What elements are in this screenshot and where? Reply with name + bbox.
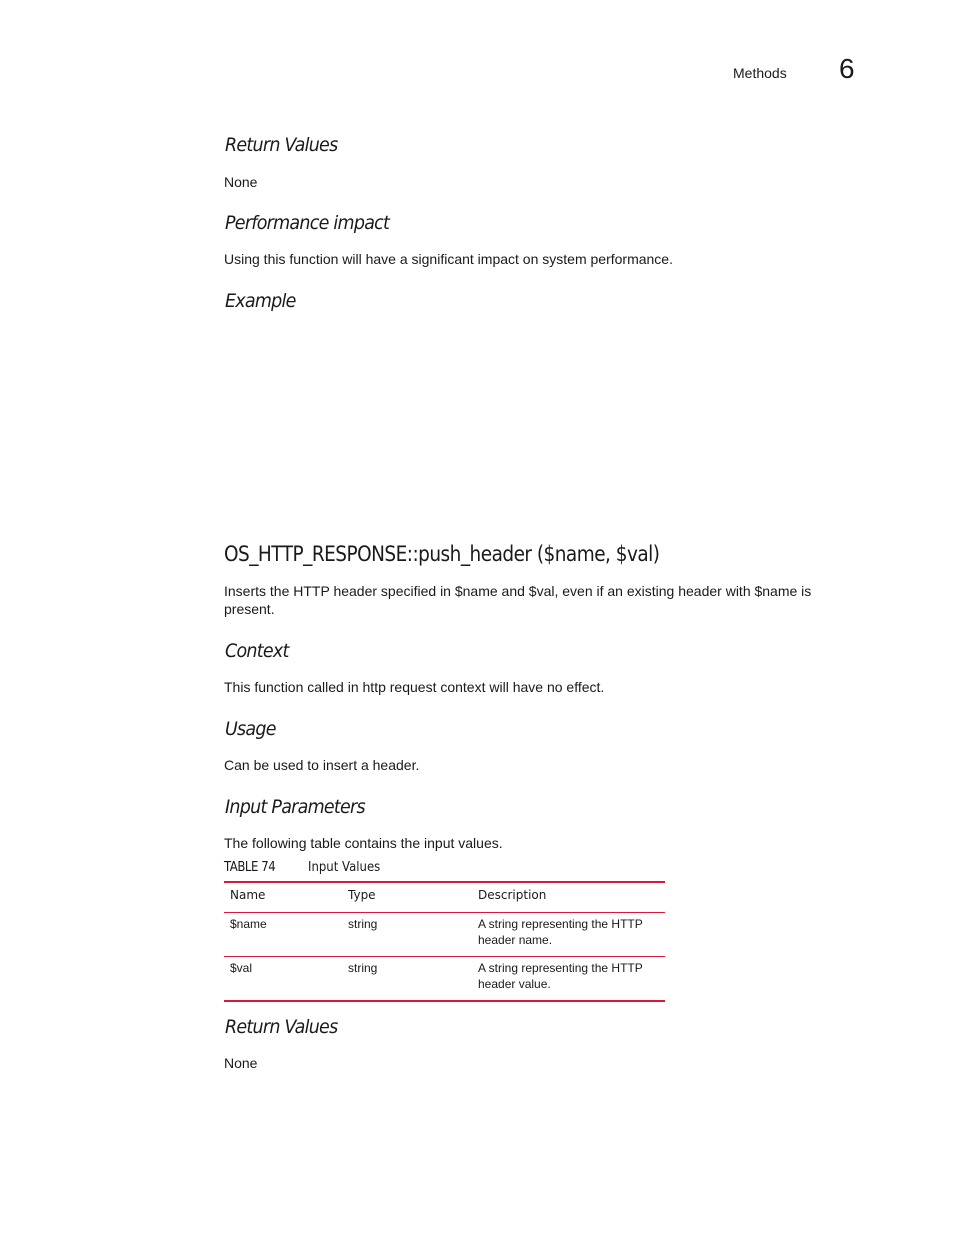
method-description-line1: Inserts the HTTP header specified in $name and $val, even if an existing header with $name is: [224, 583, 812, 599]
table-header-row: [224, 882, 665, 913]
column-header-description: Description: [472, 882, 665, 913]
method-title: OS_HTTP_RESPONSE::push_header ($name, $val): [224, 542, 660, 566]
table-label: TABLE 74: [224, 860, 276, 875]
table-row: [224, 957, 665, 1002]
cell-type: string: [342, 957, 472, 1002]
return-values-heading: Return Values: [225, 1016, 338, 1038]
input-parameters-heading: Input Parameters: [225, 796, 365, 818]
return-values-heading: Return Values: [225, 134, 338, 156]
usage-heading: Usage: [225, 718, 276, 740]
cell-description-line1: A string representing the HTTP: [478, 917, 643, 931]
example-heading: Example: [225, 290, 296, 312]
context-text: This function called in http request context will have no effect.: [224, 679, 605, 695]
table-caption: [224, 859, 381, 875]
return-values-text: None: [224, 1055, 258, 1071]
usage-text: Can be used to insert a header.: [224, 757, 420, 773]
cell-description-line2: header value.: [478, 977, 551, 991]
performance-impact-text: Using this function will have a significant impact on system performance.: [224, 251, 673, 267]
performance-impact-heading: Performance impact: [225, 212, 390, 234]
method-description-line2: present.: [224, 601, 275, 617]
table-row: [224, 913, 665, 957]
input-parameters-text: The following table contains the input values.: [224, 835, 503, 851]
cell-description: [472, 957, 665, 1002]
chapter-number: 6: [839, 53, 855, 84]
input-values-table: [224, 881, 665, 1002]
cell-name: $name: [224, 913, 342, 957]
cell-description-line1: A string representing the HTTP: [478, 961, 643, 975]
return-values-text: None: [224, 174, 258, 190]
column-header-name: Name: [224, 882, 342, 913]
cell-type: string: [342, 913, 472, 957]
cell-description-line2: header name.: [478, 933, 553, 947]
column-header-type: Type: [342, 882, 472, 913]
cell-name: $val: [224, 957, 342, 1002]
table-title: Input Values: [308, 860, 381, 875]
cell-description: [472, 913, 665, 957]
context-heading: Context: [225, 640, 289, 662]
running-header-section: Methods: [733, 65, 787, 81]
